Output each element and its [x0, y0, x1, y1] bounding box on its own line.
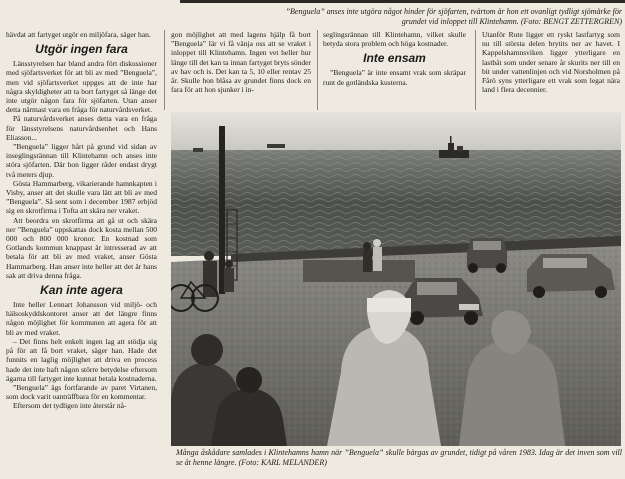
caption-top-credit: (Foto: BENGT ZETTERGREN): [520, 17, 622, 26]
paragraph: gon möjlighet att med lagens hjälp få bort ”Benguela” lär vi få vänja oss att se vraket i inloppet till Klintehamn. Ingen vet heller hur länge till det kan ta innan fartyget bryts sönder av hav och is. Det kan ta 5, 10 eller rentav 25 år. Skulle hon blåsa av grundet finns dock en fara för att hon sjunker i in-: [171, 30, 311, 95]
paragraph: På naturvårdsverket anses detta vara en fråga för länsstyrelsens naturvårdsenhet och Hans Eliasson...: [6, 114, 157, 142]
paragraph: – Det finns helt enkelt ingen lag att stödja sig på för att få bort vraket, säger han. Hade det funnits en laglig möjlighet att driva en process hade det inte haft någon större betydelse eftersom ägarna till fartyget inte kunnat betala kostnaderna.: [6, 336, 157, 383]
parked-car: [467, 238, 507, 273]
paragraph: Länsstyrelsen har bland andra fört diskussioner med sjöfartsverket för att bli av med ”Benguela”, men vid sjöfartsverket uppges att de inte har några skyldigheter att ta bort fartyget så länge det inte utgör någon fara för sjöfarten. Utan anser detta närmast vara en fråga för naturvårdsverket.: [6, 59, 157, 115]
sky: [171, 112, 621, 150]
article-column-4: [482, 30, 620, 110]
paragraph: Inte heller Lennart Johansson vid miljö- och hälsoskyddskontoret anser att det längre finns någon möjlighet för kommunen att agera för att bli av med vraket.: [6, 300, 157, 337]
paragraph: Eftersom det tydligen inte återstår nå-: [13, 401, 127, 411]
top-rule: [180, 0, 625, 3]
caption-top-text: ”Benguela” anses inte utgöra något hinder för sjöfarten, tvärtom är hon ett ovanligt tydligt sjömärke för grundet vid inloppet till Klintehamn.: [285, 7, 622, 26]
subheading-utgor-ingen-fara: Utgör ingen fara: [35, 42, 128, 57]
standing-person: [373, 239, 382, 271]
subheading-inte-ensam: Inte ensam: [363, 51, 426, 66]
column-rule: [317, 30, 318, 110]
standing-person: [224, 260, 234, 292]
paragraph: Utanför Rute ligger ett ryskt lastfartyg som nu till största delen brytits ner av havet. I Kappelshamnsviken ligger ytterligare en lastbåt som under senare år skurits ner till en bit under vattenlinjen och vid Norsholmen på Fårö syns ytterligare ett vrak som legat nära land i flera decennier.: [482, 30, 620, 95]
harbor-photo: [171, 112, 621, 446]
caption-bottom-credit: (Foto: KARL MELANDER): [238, 458, 327, 467]
column-rule: [475, 30, 476, 110]
paragraph: ”Benguela” ligger hårt på grund vid sidan av inseglingsrännan till Klintehamn och anses inte störa sjöfarten. Där hon ligger råder endast drygt två meters djup.: [6, 142, 157, 179]
subheading-kan-inte-agera: Kan inte agera: [40, 283, 123, 298]
article-column-1: [6, 30, 157, 475]
paragraph: ”Benguela” är inte ensamt vrak som skräpar runt de gotländska kusterna.: [323, 68, 466, 87]
paragraph: ”Benguela” ägs fortfarande av paret Virtanen, som dock varit oanträffbara för en kommentar.: [6, 382, 157, 402]
quay-shed: [303, 260, 415, 282]
standing-person: [363, 242, 372, 272]
distant-boat: [193, 148, 203, 152]
photo-caption-bottom: [176, 448, 622, 468]
caption-bottom-text: Många åskådare samlades i Klintehamns hamn när ”Benguela” skulle bärgas av grundet, tidigt på våren 1983. Idag är det inven som vill se åt henne längre.: [176, 448, 622, 467]
photo-caption-top: [278, 7, 622, 27]
paragraph: seglingsrännan till Klintehamn, vilket skulle betyda stora problem och höga kostnader.: [323, 30, 466, 49]
article-column-3: [323, 30, 466, 110]
distant-boat: [267, 144, 285, 148]
paragraph: Gösta Hammarberg, vikarierande hamnkapten i Visby, anser att det skulle vara lätt att bli av med ”Benguela”. Så sent som i december 1987 erbjöd sig en skrotfirma i Tofta att skära ner vraket.: [6, 178, 157, 216]
column-rule: [164, 30, 165, 110]
paragraph: Att beordra en skrotfirma att gå ut och skära ner ”Benguela” uppskattas dock kosta mellan 500 000 och 800 000 kronor. En kostnad som Gotlands kommun knappast är intresserad av att betala för att bli av med vraket, anser Gösta Hammarberg. Han anser inte heller att det är hans sak att driva denna fråga.: [6, 215, 157, 280]
paragraph: hävdat att fartyget utgör en miljöfara, säger han.: [6, 30, 151, 39]
article-column-2: [171, 30, 311, 110]
